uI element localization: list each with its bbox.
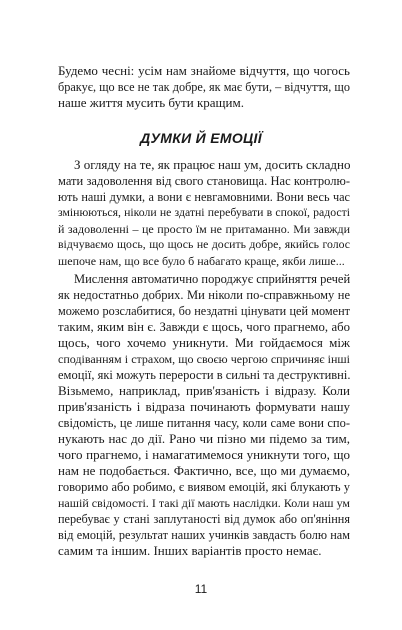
- text-line: таким, яким він є. Завжди є щось, чого прагнемо, або: [58, 320, 350, 334]
- text-line: самим та іншим. Інших варіантів просто немає.: [58, 543, 322, 558]
- text-line: відчуваємо щось, що щось не досить добре, якийсь голос: [58, 238, 350, 251]
- text-line: мати задоволення від свого становища. Нас контролю-: [58, 174, 350, 188]
- text-line: Будемо чесні: усім нам знайоме відчуття, що чогось: [58, 63, 350, 78]
- text-line: нукають нас до дії. Рано чи пізно ми підемо за тим,: [58, 431, 350, 446]
- text-line: говоримо або робимо, є виявом емоцій, які блукають у: [58, 480, 350, 494]
- page-number: 11: [194, 582, 208, 596]
- text-line: Візьмемо, наприклад, прив'язаність і відразу. Коли: [58, 383, 350, 398]
- text-line: емоції, які можуть перерости в сильні та деструктивні.: [58, 368, 351, 382]
- text-line: чого прагнемо, і намагатимемося уникнути того, що: [58, 447, 350, 462]
- text-line: можемо розслабитися, бо нездатні цінувати цей момент: [58, 304, 350, 318]
- intro-paragraph: [58, 63, 350, 111]
- paragraph-2: [58, 271, 350, 559]
- text-line: Мислення автоматично породжує сприйняття речей: [74, 272, 351, 286]
- text-line: від емоцій, результат наших учинків завдасть болю нам: [58, 528, 350, 542]
- text-line: сподіванням і страхом, що своєю чергою спричиняє інші: [58, 352, 350, 366]
- text-line: шепоче нам, що все було б набагато краще, якби лише...: [58, 254, 345, 268]
- section-heading: ДУМКИ Й ЕМОЦІЇ: [140, 130, 262, 146]
- text-line: З огляду на те, як працює наш ум, досить складно: [74, 157, 351, 172]
- text-line: щось, чого хочемо уникнути. Ми гойдаємося між: [58, 335, 350, 350]
- text-line: перебуває у стані заплутаності від думок або оп'яніння: [58, 512, 350, 526]
- text-line: свідомість, це лише питання часу, коли саме вони спо-: [58, 416, 350, 430]
- text-line: нашій свідомості. І такі дії мають наслідки. Коли наш ум: [58, 496, 350, 510]
- text-line: прив'язаність і відраза починають формувати нашу: [58, 399, 350, 414]
- text-line: як недостатньо добрих. Ми ніколи по-справжньому не: [58, 288, 350, 302]
- text-line: ють наші думки, а вони є невгамовними. Вони весь час: [58, 190, 350, 204]
- text-line: змінюються, ніколи не здатні перебувати в спокої, радості: [58, 206, 350, 219]
- paragraph-1: [58, 157, 350, 269]
- text-line: наше життя мусить бути кращим.: [58, 95, 244, 110]
- text-line: нам не подобається. Фактично, все, що ми думаємо,: [58, 463, 350, 478]
- text-line: бракує, що все не так добре, як має бути, – відчуття, що: [58, 80, 350, 94]
- text-line: й задоволенні – це просто їм не притаманно. Ми завжди: [58, 222, 350, 236]
